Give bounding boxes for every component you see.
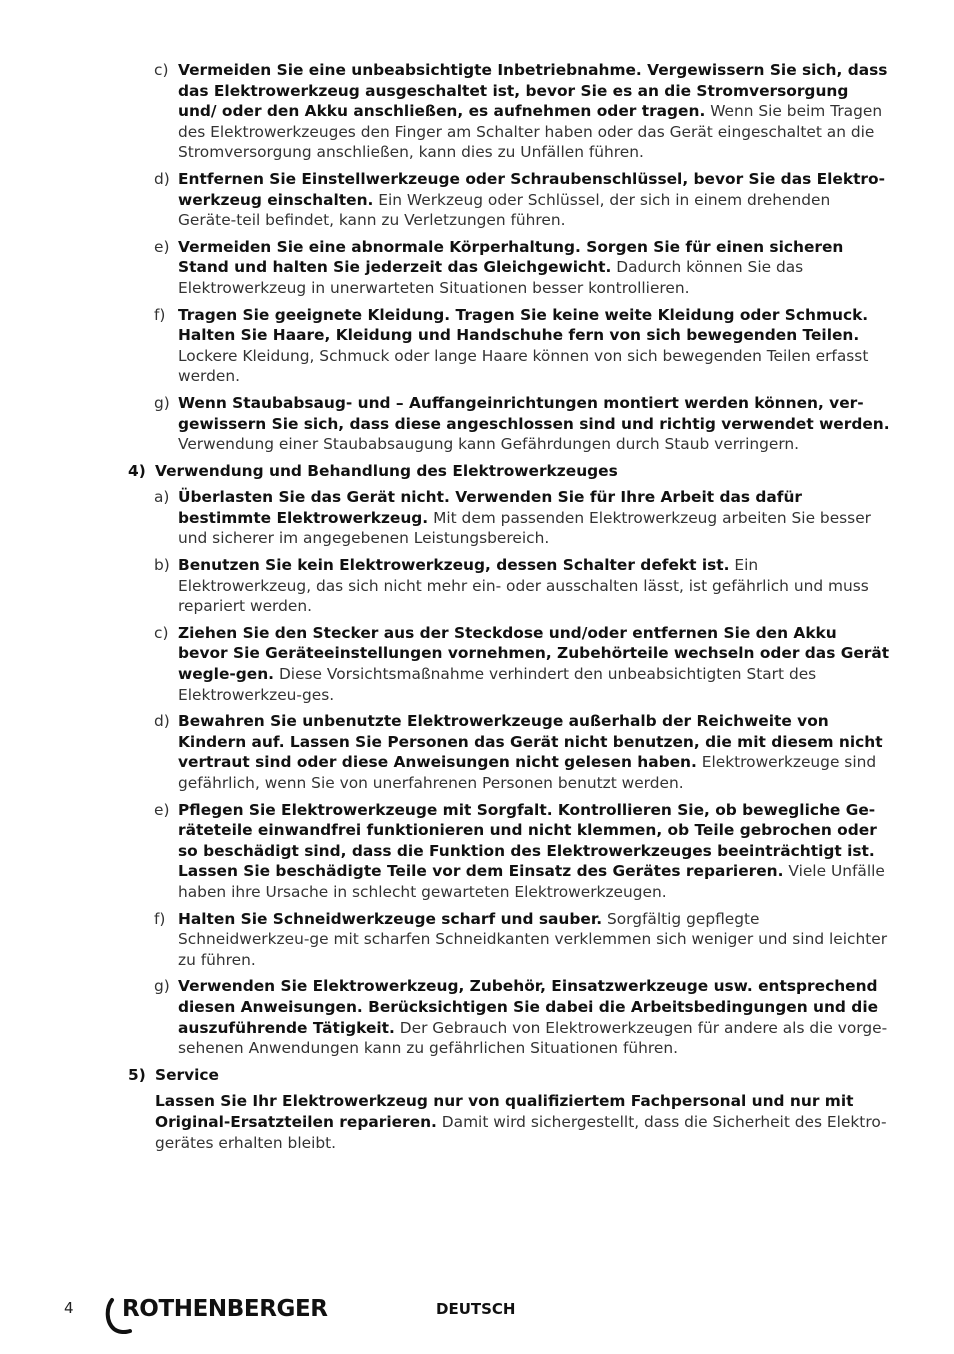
item-bold-text: Vermeiden Sie eine unbeabsichtigte Inbetriebnahme. Vergewissern Sie sich, dass das Elektrowerkzeug ausgeschaltet ist, bevor Sie es an die Stromversorgung und/ oder den Akku anschließen, es aufnehmen oder tragen. (178, 61, 888, 121)
item-bold-text: Wenn Staubabsaug- und – Auffangeinrichtungen montiert werden können, ver-gewissern Sie sich, dass diese angeschlossen sind und richtig verwendet werden. (178, 393, 890, 433)
item-text: Diese Vorsichtsmaßnahme verhindert den unbeabsichtigten Start des Elektrowerkzeu-ges. (178, 665, 817, 704)
list-item (0, 800, 890, 903)
item-letter: e) (154, 237, 170, 256)
item-text: Wenn Sie beim Tragen des Elektrowerkzeuges den Finger am Schalter haben oder das Gerät eingeschaltet an die Stromversorgung anschließen, kann dies zu Unfällen führen. (178, 102, 883, 162)
item-bold-text: Benutzen Sie kein Elektrowerkzeug, dessen Schalter defekt ist. (178, 556, 730, 575)
list-item (0, 305, 890, 387)
brand-name: ROTHENBERGER (122, 1296, 328, 1322)
item-text: Mit dem passenden Elektrowerkzeug arbeiten Sie besser und sicherer im angegebenen Leistungsbereich. (178, 508, 871, 548)
item-letter: d) (154, 169, 170, 188)
item-letter: f) (154, 909, 166, 928)
item-bold-text: Vermeiden Sie eine abnormale Körperhaltung. Sorgen Sie für einen sicheren Stand und halten Sie jederzeit das Gleichgewicht. (178, 237, 844, 277)
item-letter: g) (154, 977, 170, 996)
list-item (0, 976, 890, 1058)
service-paragraph (0, 1091, 890, 1153)
item-bold-text: Halten Sie Schneidwerkzeuge scharf und sauber. (178, 909, 603, 928)
page-content (0, 60, 954, 1153)
section-heading (0, 1065, 954, 1086)
item-letter: c) (154, 623, 169, 642)
list-item (0, 169, 890, 231)
list-item (0, 393, 890, 455)
item-text: Lockere Kleidung, Schmuck oder lange Haare können von sich bewegenden Teilen erfasst werden. (178, 346, 869, 386)
item-text: Verwendung einer Staubabsaugung kann Gefährdungen durch Staub verringern. (178, 435, 800, 454)
list-item (0, 711, 890, 793)
service-bold-text: Lassen Sie Ihr Elektrowerkzeug nur von qualifiziertem Fachpersonal und nur mit Original-Ersatzteilen reparieren. (155, 1092, 854, 1131)
item-bold-text: Entfernen Sie Einstellwerkzeuge oder Schraubenschlüssel, bevor Sie das Elektro-werkzeug einschalten. (178, 169, 885, 209)
item-text: Ein Werkzeug oder Schlüssel, der sich in einem drehenden Geräte-teil befindet, kann zu Verletzungen führen. (178, 190, 831, 230)
item-letter: g) (154, 393, 170, 412)
item-text: Elektrowerkzeuge sind gefährlich, wenn Sie von unerfahrenen Personen benutzt werden. (178, 753, 877, 792)
item-bold-text: Tragen Sie geeignete Kleidung. Tragen Sie keine weite Kleidung oder Schmuck. Halten Sie Haare, Kleidung und Handschuhe fern von sich bewegenden Teilen. (178, 305, 869, 345)
brand-logo (104, 1294, 354, 1336)
list-item (0, 555, 890, 617)
item-letter: b) (154, 556, 170, 575)
list-item (0, 909, 890, 971)
section-number: 5) (128, 1065, 146, 1084)
item-bold-text: Verwenden Sie Elektrowerkzeug, Zubehör, Einsatzwerkzeuge usw. entsprechend diesen Anweisungen. Berücksichtigen Sie dabei die Arbeitsbedingungen und die auszuführende Tätigkeit. (178, 977, 879, 1037)
service-text: Damit wird sichergestellt, dass die Sicherheit des Elektro-gerätes erhalten bleibt. (155, 1112, 887, 1152)
item-text: Sorgfältig gepflegte Schneidwerkzeu-ge mit scharfen Schneidkanten verklemmen sich weniger und sind leichter zu führen. (178, 909, 888, 969)
item-text: Der Gebrauch von Elektrowerkzeugen für andere als die vorge-sehenen Anwendungen kann zu gefährlichen Situationen führen. (178, 1018, 888, 1058)
section-heading (0, 461, 954, 482)
item-letter: e) (154, 800, 170, 819)
item-bold-text: Überlasten Sie das Gerät nicht. Verwenden Sie für Ihre Arbeit das dafür bestimmte Elektrowerkzeug. (178, 488, 803, 527)
list-item (0, 487, 890, 549)
item-bold-text: Ziehen Sie den Stecker aus der Steckdose und/oder entfernen Sie den Akku bevor Sie Geräteeinstellungen vornehmen, Zubehörteile wechseln oder das Gerät wegle-gen. (178, 623, 890, 684)
section-number: 4) (128, 461, 146, 480)
item-text: Ein Elektrowerkzeug, das sich nicht mehr ein- oder ausschalten lässt, ist gefährlich und muss repariert werden. (178, 556, 869, 616)
section-title: Service (155, 1065, 219, 1084)
list-item (0, 60, 890, 163)
item-text: Dadurch können Sie das Elektrowerkzeug in unerwarteten Situationen besser kontrollieren. (178, 258, 804, 297)
item-bold-text: Pflegen Sie Elektrowerkzeuge mit Sorgfalt. Kontrollieren Sie, ob bewegliche Ge-räteteile einwandfrei funktionieren und nicht klemmen, ob Teile gebrochen oder so beschädigt sind, dass die Funktion des Elektrowerkzeuges beeinträchtigt ist. Lassen Sie beschädigte Teile vor dem Einsatz des Gerätes reparieren. (178, 800, 877, 881)
list-item (0, 623, 890, 705)
item-bold-text: Bewahren Sie unbenutzte Elektrowerkzeuge außerhalb der Reichweite von Kindern auf. Lassen Sie Personen das Gerät nicht benutzen, die mit diesem nicht vertraut sind oder diese Anweisungen nicht gelesen haben. (178, 712, 883, 772)
item-letter: f) (154, 305, 166, 324)
list-item (0, 237, 890, 299)
item-letter: a) (154, 488, 170, 507)
page-number: 4 (64, 1299, 74, 1317)
item-letter: c) (154, 61, 169, 79)
item-text: Viele Unfälle haben ihre Ursache in schlecht gewarteten Elektrowerkzeugen. (178, 862, 885, 901)
item-letter: d) (154, 712, 170, 731)
language-label: DEUTSCH (436, 1300, 516, 1318)
section-title: Verwendung und Behandlung des Elektrowerkzeuges (155, 461, 618, 480)
